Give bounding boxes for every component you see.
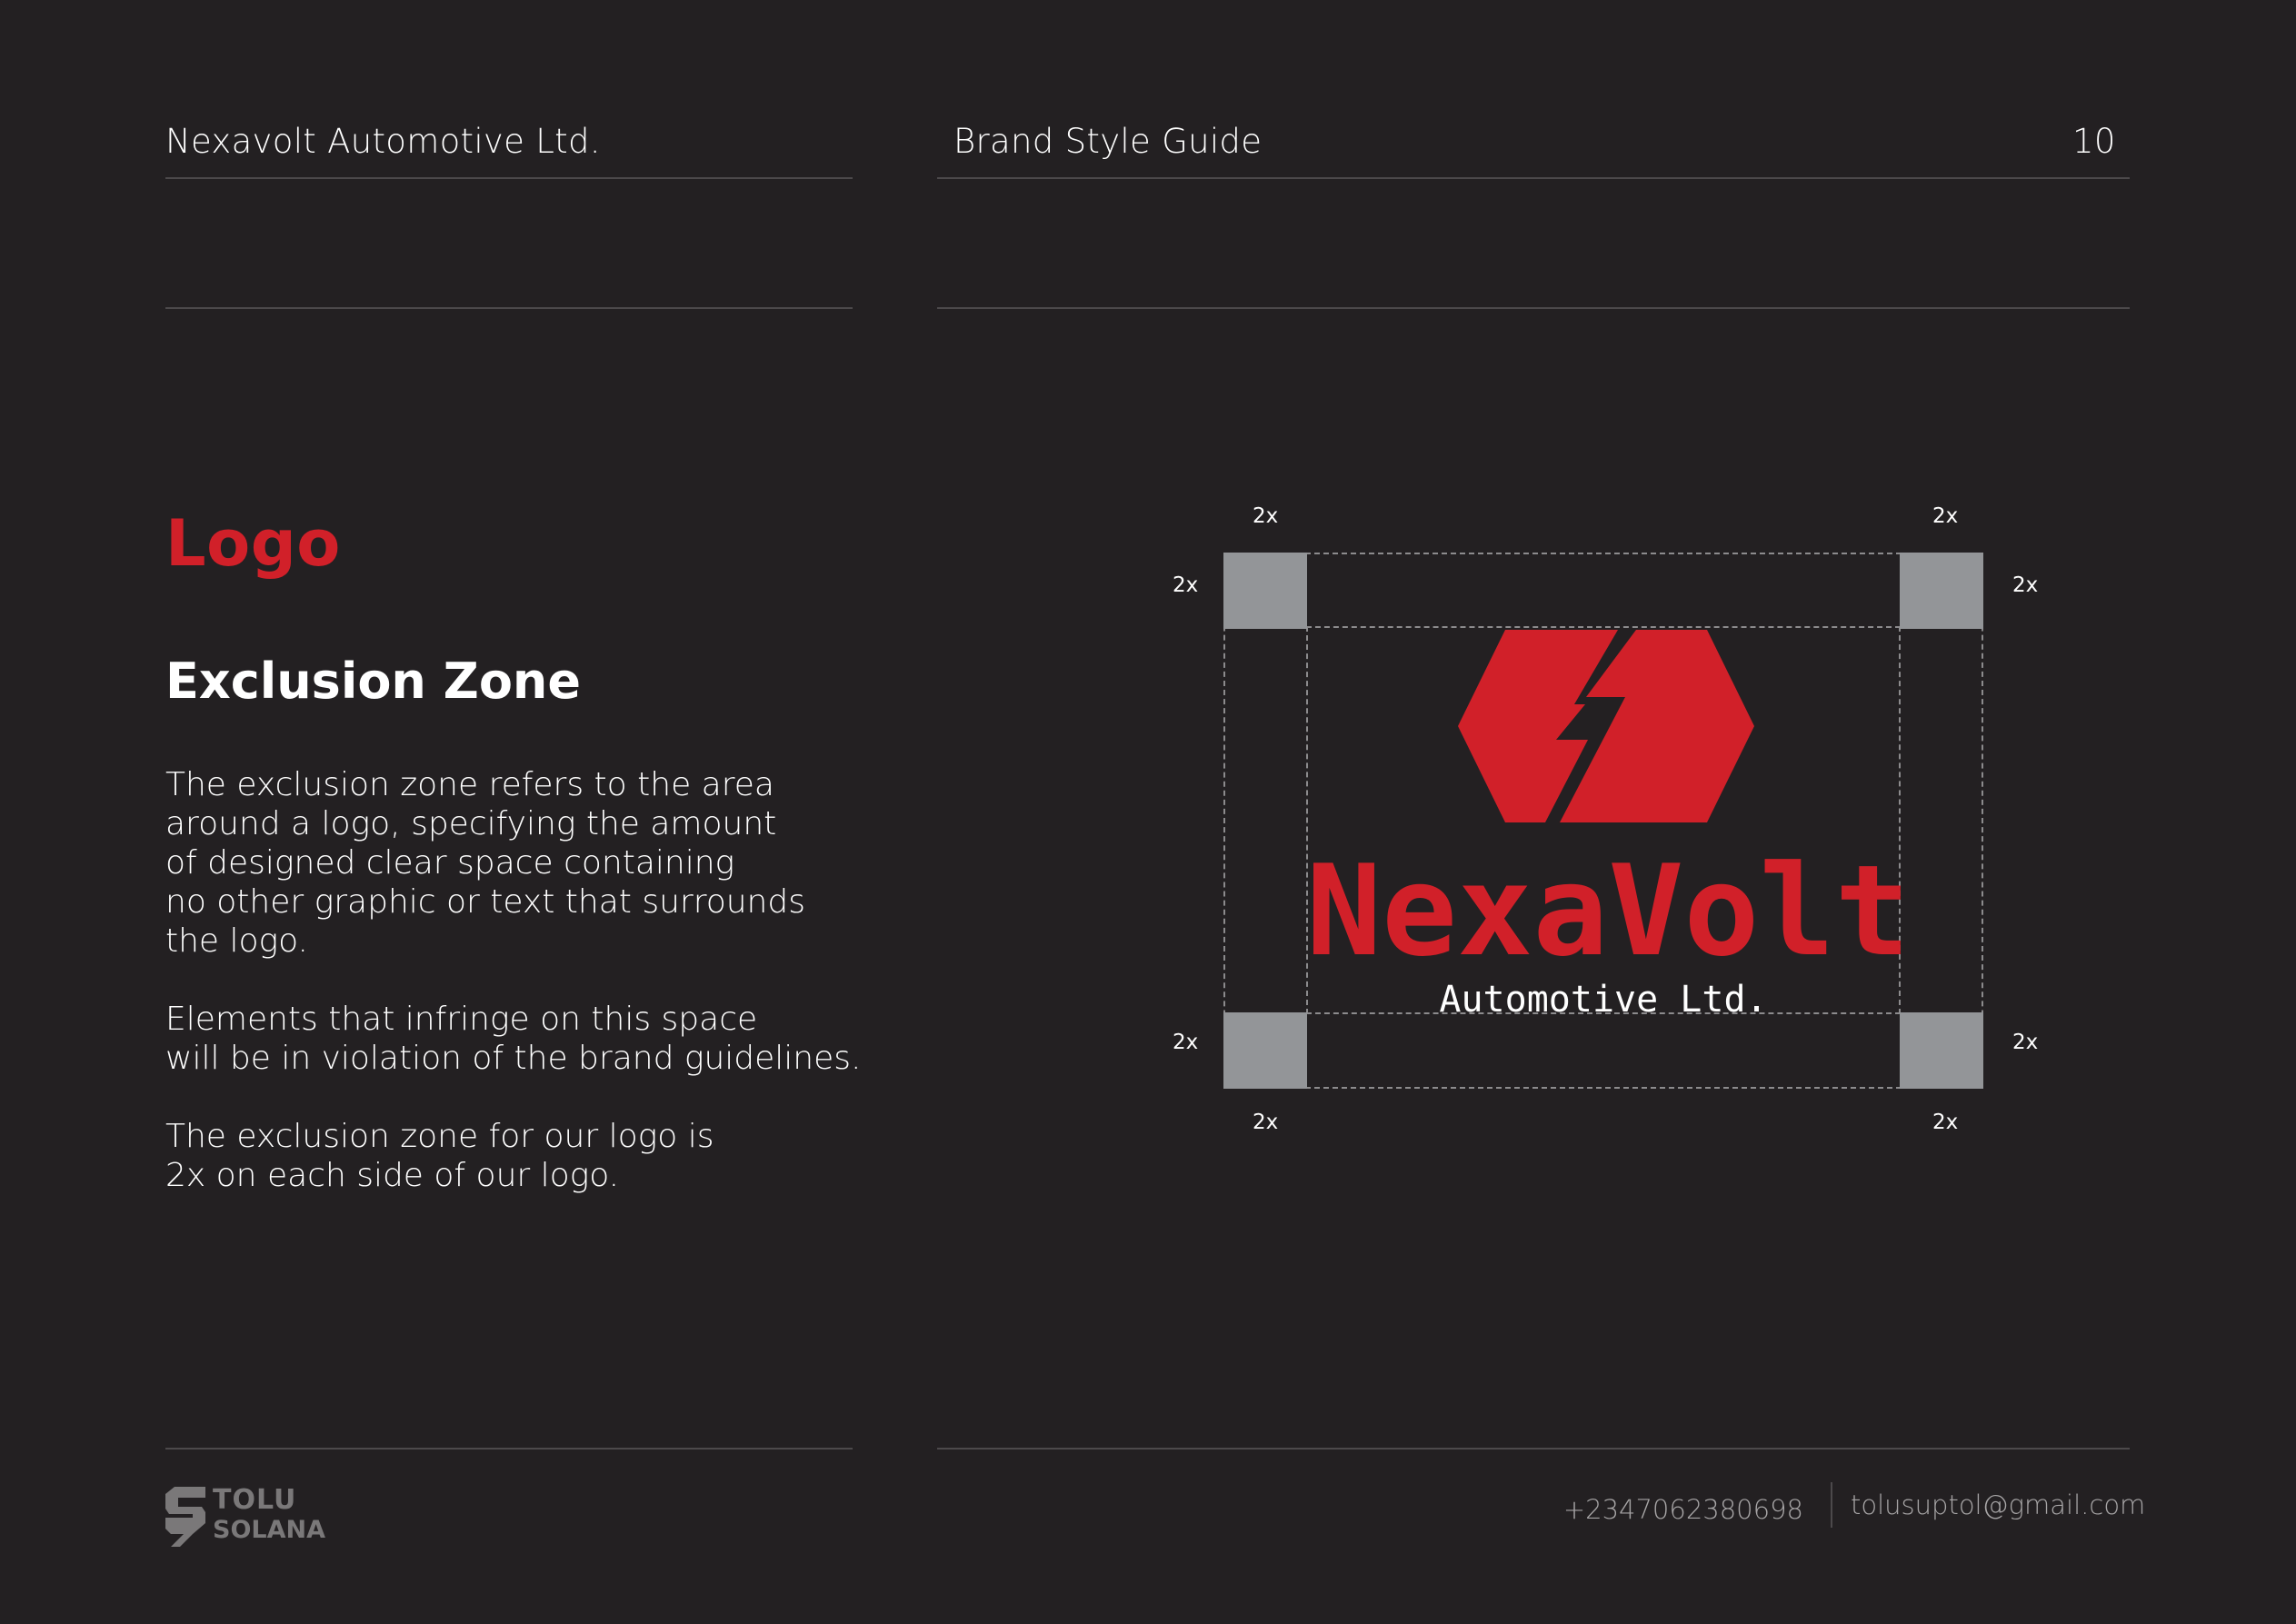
text-line: of designed clear space containing bbox=[165, 844, 735, 882]
spacing-label: 2x bbox=[1173, 1031, 1199, 1054]
logo-tagline: Automotive Ltd. bbox=[1439, 979, 1768, 1021]
contact-separator bbox=[1831, 1482, 1832, 1528]
header-divider-right bbox=[937, 177, 2130, 179]
text-line: 2x on each side of our logo. bbox=[165, 1157, 620, 1194]
corner-square-top-left bbox=[1223, 553, 1307, 629]
paragraph-rule bbox=[165, 1117, 861, 1195]
subsection-title: Exclusion Zone bbox=[165, 653, 581, 710]
text-line: The exclusion zone refers to the area bbox=[165, 766, 774, 803]
text-line: no other graphic or text that surrounds bbox=[165, 883, 805, 921]
outer-guide-box bbox=[1223, 553, 1983, 1089]
section-divider-left bbox=[165, 307, 853, 309]
section-divider-right bbox=[937, 307, 2130, 309]
footer-divider-left bbox=[165, 1448, 853, 1450]
logo-wordmark: NexaVolt bbox=[1306, 838, 1911, 984]
text-line: The exclusion zone for our logo is bbox=[165, 1118, 714, 1155]
contact-phone[interactable]: +2347062380698 bbox=[1562, 1494, 1803, 1525]
emblem-line-1: TOLU bbox=[213, 1484, 297, 1516]
header-company-name: Nexavolt Automotive Ltd. bbox=[165, 122, 601, 161]
body-copy bbox=[165, 765, 861, 1234]
spacing-label: 2x bbox=[2012, 1031, 2039, 1054]
header-document-title: Brand Style Guide bbox=[953, 122, 1263, 161]
spacing-label: 2x bbox=[1253, 504, 1279, 528]
spacing-label: 2x bbox=[1253, 1111, 1279, 1134]
paragraph-definition bbox=[165, 765, 861, 961]
spacing-label: 2x bbox=[1173, 573, 1199, 597]
tolu-solana-emblem bbox=[165, 1483, 329, 1550]
spacing-label: 2x bbox=[2012, 573, 2039, 597]
corner-square-bottom-right bbox=[1900, 1012, 1983, 1089]
corner-square-bottom-left bbox=[1223, 1012, 1307, 1089]
text-line: around a logo, specifying the amount bbox=[165, 805, 777, 842]
spacing-label: 2x bbox=[1932, 1111, 1959, 1134]
tolu-solana-emblem-icon bbox=[165, 1487, 205, 1547]
hexagon-lightning-icon bbox=[1458, 630, 1754, 822]
corner-square-top-right bbox=[1900, 553, 1983, 629]
footer-divider-right bbox=[937, 1448, 2130, 1450]
text-line: the logo. bbox=[165, 922, 308, 960]
inner-guide-box bbox=[1306, 626, 1911, 1014]
paragraph-violation bbox=[165, 1000, 861, 1078]
page-number: 10 bbox=[2072, 122, 2116, 161]
text-line: will be in violation of the brand guidelines. bbox=[165, 1040, 862, 1077]
text-line: Elements that infringe on this space bbox=[165, 1001, 758, 1038]
section-title: Logo bbox=[165, 506, 341, 581]
contact-email[interactable]: tolusuptol@gmail.com bbox=[1851, 1489, 2146, 1520]
header-divider-left bbox=[165, 177, 853, 179]
emblem-line-2: SOLANA bbox=[213, 1516, 325, 1544]
spacing-label: 2x bbox=[1932, 504, 1959, 528]
